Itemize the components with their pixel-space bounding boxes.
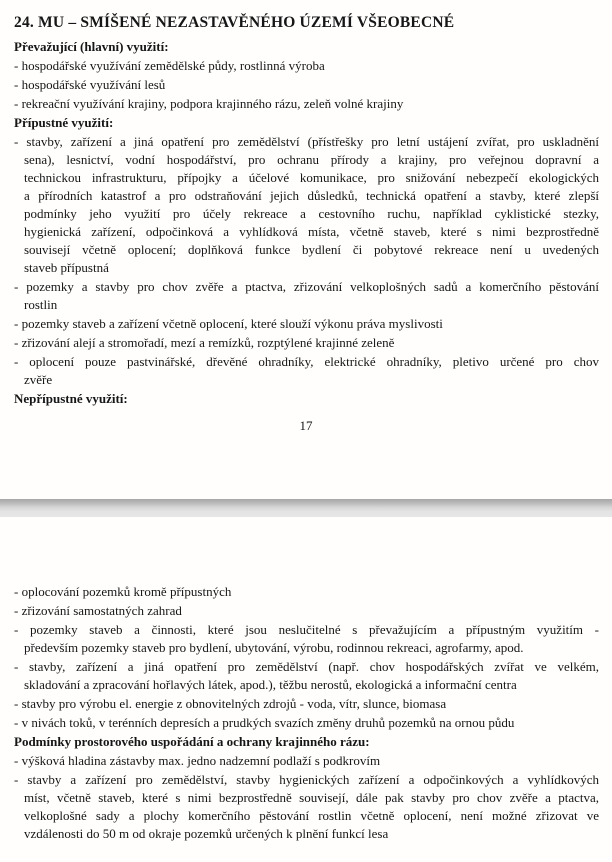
text-line: Podmínky prostorového uspořádání a ochrany krajinného rázu: — [14, 734, 370, 749]
page-2-content — [14, 583, 599, 843]
text-line: - výšková hladina zástavby max. jedno nadzemní podlaží s podkrovím — [14, 753, 381, 768]
text-line: - stavby, zařízení a jiná opatření pro zemědělství (přístřešky pro letní ustájení zvířat, pro uskladnění — [14, 134, 599, 149]
page-number: 17 — [299, 418, 313, 433]
list-item — [14, 315, 599, 333]
text-line: - zřizování samostatných zahrad — [14, 603, 182, 618]
text-line: staveb přípustná — [24, 260, 109, 275]
list-item — [14, 278, 599, 314]
list-item — [14, 714, 599, 732]
section-heading-impermissible-use — [14, 390, 599, 408]
text-line: - hospodářské využívání lesů — [14, 77, 166, 92]
text-line: technickou infrastrukturu, přípojky a účelové komunikace, pro snižování nebezpečí ekologických — [24, 170, 599, 185]
text-line: Přípustné využití: — [14, 115, 114, 130]
list-item — [14, 583, 599, 601]
text-line: Nepřípustné využití: — [14, 391, 128, 406]
text-line: Převažující (hlavní) využití: — [14, 39, 169, 54]
text-line: - v nivách toků, v terénních depresích a prudkých svazích změny druhů pozemků na ornou půdu — [14, 715, 515, 730]
section-heading-spatial-conditions — [14, 733, 599, 751]
text-line: podmínky jeho využití pro účely rekreace a cestovního ruchu, například cyklistické stezky, — [24, 206, 599, 221]
list-item — [14, 752, 599, 770]
text-line: - pozemky a stavby pro chov zvěře a ptactva, zřizování velkoplošných sadů a komerčního pěstování — [14, 279, 599, 294]
text-line: hygienická zařízení, odpočinková a vyhlídková místa, včetně staveb, které s nimi bezprostředně — [24, 224, 599, 239]
list-item — [14, 95, 599, 113]
page-1-content — [14, 13, 599, 408]
text-line: - stavby a zařízení pro zemědělství, stavby hygienických zařízení a odpočinkových a vyhlídkových — [14, 772, 599, 787]
list-item — [14, 57, 599, 75]
text-line: vzdálenosti do 50 m od okraje pozemků určených k plnění funkcí lesa — [24, 826, 389, 841]
list-item — [14, 695, 599, 713]
list-item — [14, 771, 599, 843]
list-item — [14, 353, 599, 389]
text-line: skladování a zpracování hořlavých látek, apod.), těžbu nerostů, ekologická a informační centra — [24, 677, 517, 692]
text-line: velkoplošné sady a plochy komerčního pěstování rostlin včetně oplocení, není možné zřizovat ve — [24, 808, 599, 823]
section-heading-main-use — [14, 38, 599, 56]
text-line: - oplocování pozemků kromě přípustných — [14, 584, 232, 599]
text-line: především pozemky staveb pro bydlení, ubytování, výrobu, rodinnou rekreaci, agrofarmy, apod. — [24, 640, 524, 655]
document-title — [14, 13, 599, 33]
text-line: - pozemky staveb a zařízení včetně oplocení, které slouží výkonu práva myslivosti — [14, 316, 443, 331]
section-heading-permissible-use — [14, 114, 599, 132]
text-line: 24. MU – SMÍŠENÉ NEZASTAVĚNÉHO ÚZEMÍ VŠEOBECNÉ — [14, 14, 455, 31]
text-line: a přírodních katastrof a pro odstraňování jejich důsledků, technická opatření a stavby, které zlepší — [24, 188, 599, 203]
text-line: zvěře — [24, 372, 53, 387]
text-line: rostlin — [24, 297, 58, 312]
text-line: sena), lesnictví, vodní hospodářství, pro ochranu přírody a krajiny, pro veřejnou dopravní a — [24, 152, 599, 167]
text-line: - stavby pro výrobu el. energie z obnovitelných zdrojů - voda, vítr, slunce, biomasa — [14, 696, 447, 711]
page-separator — [0, 499, 612, 517]
list-item — [14, 658, 599, 694]
text-line: souvisejí včetně oplocení; doplňková funkce bydlení či pobytové rekreace není u uvedených — [24, 242, 599, 257]
text-line: - hospodářské využívání zemědělské půdy, rostlinná výroba — [14, 58, 325, 73]
text-line: - stavby, zařízení a jiná opatření pro zemědělství (např. chov hospodářských zvířat ve velkém, — [14, 659, 599, 674]
text-line: - oplocení pouze pastvinářské, dřevěné ohradníky, elektrické ohradníky, pletivo určené pro chov — [14, 354, 599, 369]
text-line: - rekreační využívání krajiny, podpora krajinného rázu, zeleň volné krajiny — [14, 96, 404, 111]
list-item — [14, 133, 599, 277]
text-line: - zřizování alejí a stromořadí, mezí a remízků, rozptýlené krajinné zeleně — [14, 335, 395, 350]
list-item — [14, 76, 599, 94]
list-item — [14, 334, 599, 352]
page-2 — [0, 517, 612, 862]
text-line: míst, včetně staveb, které s nimi bezprostředně souvisejí, dále pak stavby pro chov zvěře a ptactva, — [24, 790, 599, 805]
list-item — [14, 621, 599, 657]
text-line: - pozemky staveb a činnosti, které jsou neslučitelné s převažujícím a přípustným využitím - — [14, 622, 599, 637]
list-item — [14, 602, 599, 620]
